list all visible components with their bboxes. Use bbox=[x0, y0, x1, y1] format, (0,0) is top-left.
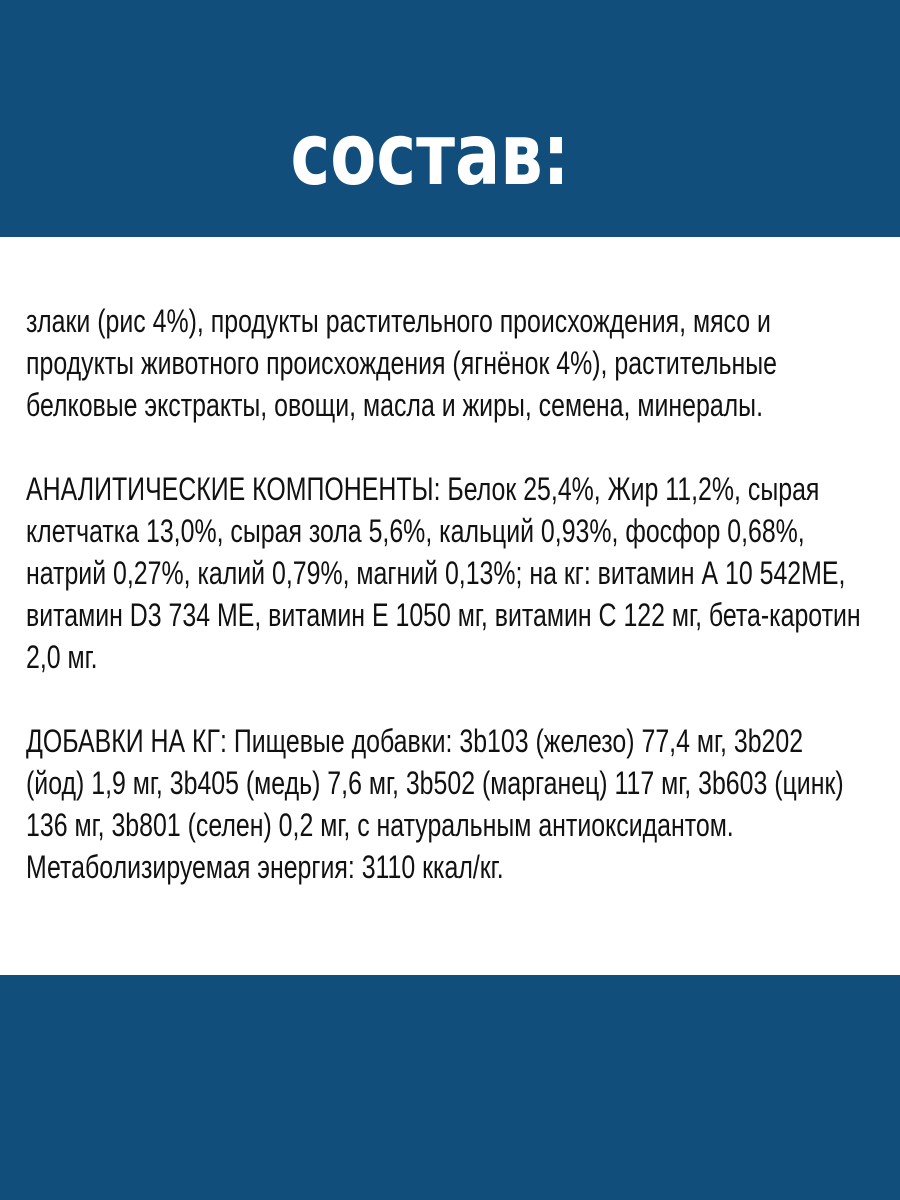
additives-paragraph: ДОБАВКИ НА КГ: Пищевые добавки: 3b103 (железо) 77,4 мг, 3b202 (йод) 1,9 мг, 3b405 (медь) 7,6 мг, 3b502 (марганец) 117 мг, 3b603 (цинк) 136 мг, 3b801 (селен) 0,2 мг, с натуральным антиоксидантом. Метаболизируемая энергия: 3110 ккал/кг. bbox=[26, 723, 844, 885]
composition-text-block bbox=[26, 300, 866, 888]
footer-band bbox=[0, 975, 900, 1200]
page-title: состав: bbox=[290, 105, 570, 205]
analytical-components-paragraph: АНАЛИТИЧЕСКИЕ КОМПОНЕНТЫ: Белок 25,4%, Жир 11,2%, сырая клетчатка 13,0%, сырая зола 5,6%, кальций 0,93%, фосфор 0,68%, натрий 0,27%, калий 0,79%, магний 0,13%; на кг: витамин А 10 542МЕ, витамин D3 734 МЕ, витамин Е 1050 мг, витамин С 122 мг, бета-каротин 2,0 мг. bbox=[26, 471, 861, 675]
ingredients-paragraph: злаки (рис 4%), продукты растительного происхождения, мясо и продукты животного происхождения (ягнёнок 4%), растительные белковые экстракты, овощи, масла и жиры, семена, минералы. bbox=[26, 303, 777, 423]
